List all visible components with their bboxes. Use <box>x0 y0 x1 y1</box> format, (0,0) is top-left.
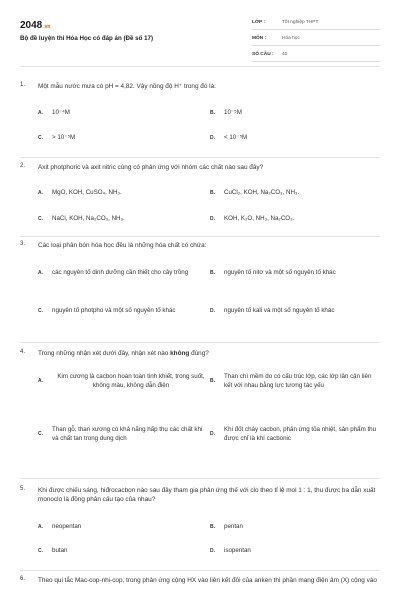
option-c[interactable] <box>38 307 198 316</box>
option-letter: C. <box>38 308 43 314</box>
question-number: 2. <box>20 163 26 169</box>
option-text: NaCl, KOH, Na₂CO₃, NH₃. <box>52 215 125 222</box>
meta-row-subject <box>252 32 380 46</box>
question-text: Axit photphoric và axit nitric cùng có phản ứng với nhóm các chất nào sau đây? <box>38 164 264 171</box>
logo-suffix: .vn <box>43 24 51 30</box>
option-letter: A. <box>38 110 43 116</box>
page-header <box>0 0 400 64</box>
option-letter: C. <box>38 135 43 141</box>
option-b[interactable] <box>210 109 370 118</box>
question-text: Các loại phân bón hóa học đều là những hóa chất có chứa: <box>38 242 207 249</box>
option-text: CuCl₂, KOH, Na₂CO₃, NH₃. <box>224 189 300 196</box>
option-c[interactable] <box>38 547 198 556</box>
option-text: butan <box>52 547 68 554</box>
question-3 <box>20 241 380 336</box>
document-title: Bộ đề luyện thi Hóa Học có đáp án (Đề số 17) <box>20 35 154 42</box>
divider <box>20 570 380 571</box>
question-text: Theo qui tắc Mac-cop-nhi-cop, trong phản ứng cộng HX vào liên kết đôi của anken thì phần mang điện âm (X) cộng vào <box>38 577 377 584</box>
option-b[interactable] <box>210 269 370 278</box>
option-letter: A. <box>38 378 43 385</box>
option-a[interactable] <box>38 109 198 118</box>
option-letter: C. <box>38 431 43 438</box>
option-letter: B. <box>210 190 215 196</box>
option-text: neopentan <box>52 523 82 530</box>
option-letter: D. <box>210 308 215 314</box>
question-text-part: Trong những nhận xét dưới đây, nhận xét nào <box>38 350 171 357</box>
meta-value: Tốt nghiệp THPT <box>282 20 319 25</box>
option-d[interactable] <box>210 215 370 224</box>
question-number: 6. <box>20 576 26 582</box>
option-d[interactable] <box>210 426 380 444</box>
option-d[interactable] <box>210 134 370 143</box>
option-text: KOH, K₂O, NH₃, Na₂CO₃. <box>224 215 295 222</box>
meta-value: 40 <box>282 52 288 57</box>
option-letter: D. <box>210 431 215 438</box>
divider <box>20 342 380 343</box>
option-c[interactable] <box>38 134 198 143</box>
question-text-emphasis: không <box>170 350 190 357</box>
option-text: nguyên tố photpho và một số nguyên tố khác <box>52 307 176 314</box>
option-letter: C. <box>38 216 43 222</box>
option-text: nguyên tố kali và một số nguyên tố khác <box>224 307 335 314</box>
exam-meta <box>252 16 380 64</box>
option-text: < 10⁻⁵M <box>224 134 248 141</box>
meta-row-count <box>252 48 380 62</box>
option-letter: B. <box>210 110 215 116</box>
option-letter: A. <box>38 190 43 196</box>
option-text: > 10⁻⁵M <box>52 134 76 141</box>
option-b[interactable] <box>210 189 370 198</box>
question-number: 4. <box>20 349 26 355</box>
question-text: Một mẫu nước mưa có pH = 4,82. Vậy nồng độ H⁺ trong đó là: <box>38 83 216 90</box>
option-d[interactable] <box>210 307 370 316</box>
option-c[interactable] <box>38 215 198 224</box>
option-text: 10⁻⁴M <box>52 109 70 116</box>
option-letter: B. <box>210 524 215 530</box>
option-text: Khi đốt cháy cacbon, phản ứng tỏa nhiệt, sản phẩm thu được chỉ là khí cacbonic <box>224 426 377 442</box>
question-2 <box>20 163 380 233</box>
divider <box>20 66 380 67</box>
question-text-part: đúng? <box>189 350 209 357</box>
question-number: 5. <box>20 486 26 492</box>
meta-key: MÔN : <box>252 36 267 41</box>
divider <box>20 478 380 479</box>
option-b[interactable] <box>210 523 370 532</box>
meta-row-class <box>252 16 380 30</box>
question-number: 1. <box>20 82 26 88</box>
option-a[interactable] <box>38 373 210 391</box>
option-text: MgO, KOH, CuSO₄, NH₃. <box>52 189 122 196</box>
option-text: 10⁻⁵M <box>224 109 242 116</box>
option-letter: C. <box>38 548 43 554</box>
option-c[interactable] <box>38 426 210 444</box>
question-text: Khi được chiếu sáng, hiđrocacbon nào sau đây tham gia phản ứng thế với clo theo tỉ lệ mol 1 : 1, thu được ba dẫn xuất monoclo là đồng phân cấu tạo của nhau? <box>38 487 376 503</box>
divider <box>20 157 380 158</box>
meta-key: SỐ CÂU : <box>252 52 274 57</box>
option-a[interactable] <box>38 523 198 532</box>
meta-key: LỚP : <box>252 20 266 25</box>
option-letter: D. <box>210 216 215 222</box>
option-letter: B. <box>210 378 215 385</box>
option-text: isopentan <box>224 547 251 554</box>
option-a[interactable] <box>38 269 210 278</box>
option-a[interactable] <box>38 189 198 198</box>
option-d[interactable] <box>210 547 370 556</box>
question-4 <box>20 349 380 474</box>
question-text <box>38 349 380 358</box>
option-letter: D. <box>210 548 215 554</box>
question-5 <box>20 486 380 566</box>
option-letter: D. <box>210 135 215 141</box>
question-6 <box>20 576 380 600</box>
option-text: Than chì mềm do có cấu trúc lớp, các lớp lân cận liên kết với nhau bằng lực tương tác yếu <box>224 373 372 389</box>
option-text: Kim cương là cacbon hoàn toàn tinh khiết, trong suốt, không màu, không dẫn điện <box>57 373 205 389</box>
logo-main: 2048 <box>20 20 43 31</box>
option-text: các nguyên tố dinh dưỡng cần thiết cho cây trồng <box>52 269 189 276</box>
option-letter: A. <box>38 524 43 530</box>
option-b[interactable] <box>210 373 380 391</box>
question-1 <box>20 82 380 152</box>
option-text: pentan <box>224 523 243 530</box>
option-letter: B. <box>210 270 215 276</box>
meta-value: Hóa học <box>282 36 300 41</box>
site-logo[interactable] <box>20 20 50 31</box>
option-text: nguyên tố nitơ và một số nguyên tố khác <box>224 269 336 276</box>
divider <box>20 236 380 237</box>
option-text: Than gỗ, than xương có khả năng hấp thụ các chất khí và chất tan trong dung dịch <box>52 426 203 442</box>
question-number: 3. <box>20 241 26 247</box>
option-letter: A. <box>38 270 43 276</box>
